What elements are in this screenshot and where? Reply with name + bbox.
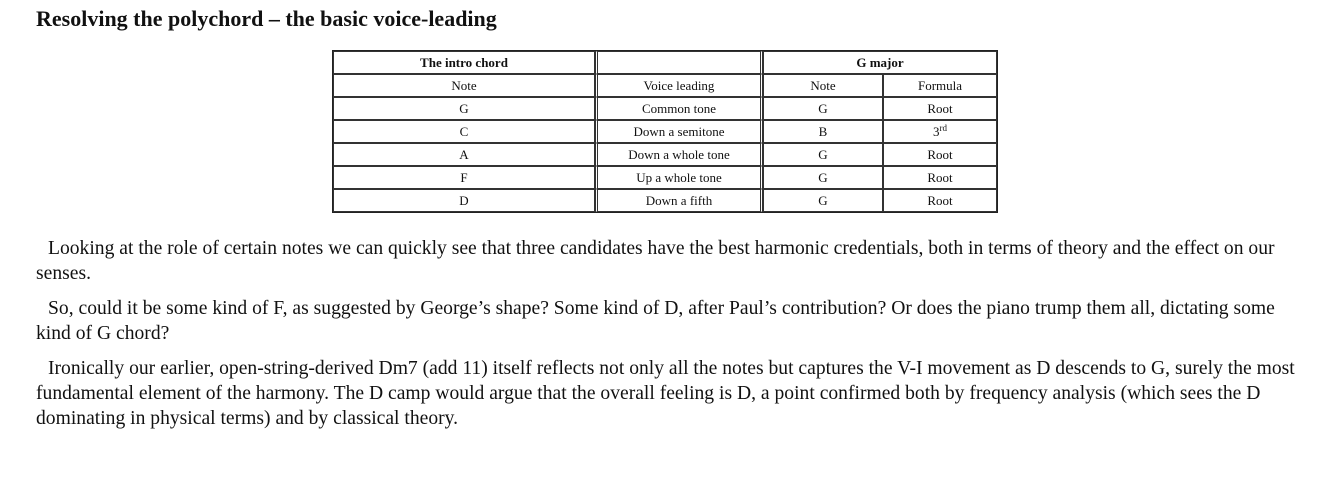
intro-note-cell: A xyxy=(333,143,595,166)
formula-cell xyxy=(883,97,997,120)
table-row xyxy=(333,97,997,120)
voice-leading-column-header: Voice leading xyxy=(595,74,763,97)
voice-leading-table xyxy=(332,50,998,213)
formula-cell xyxy=(883,143,997,166)
paragraph: Ironically our earlier, open-string-derived Dm7 (add 11) itself reflects not only all the notes but captures the V-I movement as D descends to G, surely the most fundamental element of the harmony. The D camp would argue that the overall feeling is D, a point confirmed both by frequency analysis (which sees the D dominating in physical terms) and by classical theory. xyxy=(36,358,1295,429)
intro-note-cell: G xyxy=(333,97,595,120)
table-group-header-row xyxy=(333,51,997,74)
empty-group-cell xyxy=(595,51,763,74)
intro-chord-header: The intro chord xyxy=(333,51,595,74)
intro-note-cell: F xyxy=(333,166,595,189)
formula-text: Root xyxy=(927,170,953,185)
table-row xyxy=(333,189,997,212)
voice-leading-cell: Up a whole tone xyxy=(595,166,763,189)
voice-leading-cell: Down a whole tone xyxy=(595,143,763,166)
voice-leading-cell: Down a fifth xyxy=(595,189,763,212)
paragraph: So, could it be some kind of F, as suggested by George’s shape? Some kind of D, after Paul’s contribution? Or does the piano trump them all, dictating some kind of G chord? xyxy=(36,298,1275,344)
formula-text: Root xyxy=(927,193,953,208)
target-note-cell: G xyxy=(763,143,883,166)
formula-text: Root xyxy=(927,101,953,116)
intro-note-cell: C xyxy=(333,120,595,143)
formula-text: 3 xyxy=(933,124,940,139)
target-note-column-header: Note xyxy=(763,74,883,97)
note-column-header: Note xyxy=(333,74,595,97)
formula-cell xyxy=(883,189,997,212)
voice-leading-cell: Common tone xyxy=(595,97,763,120)
formula-superscript: rd xyxy=(939,123,947,133)
formula-cell xyxy=(883,120,997,143)
body-text xyxy=(36,236,1304,441)
table-row xyxy=(333,166,997,189)
target-note-cell: B xyxy=(763,120,883,143)
formula-cell xyxy=(883,166,997,189)
table-column-header-row xyxy=(333,74,997,97)
target-note-cell: G xyxy=(763,97,883,120)
table-row xyxy=(333,143,997,166)
paragraph: Looking at the role of certain notes we can quickly see that three candidates have the best harmonic credentials, both in terms of theory and the effect on our senses. xyxy=(36,238,1275,284)
target-note-cell: G xyxy=(763,166,883,189)
g-major-header: G major xyxy=(763,51,997,74)
intro-note-cell: D xyxy=(333,189,595,212)
table-row xyxy=(333,120,997,143)
formula-text: Root xyxy=(927,147,953,162)
section-heading: Resolving the polychord – the basic voice-leading xyxy=(36,6,497,31)
voice-leading-cell: Down a semitone xyxy=(595,120,763,143)
formula-column-header: Formula xyxy=(883,74,997,97)
target-note-cell: G xyxy=(763,189,883,212)
